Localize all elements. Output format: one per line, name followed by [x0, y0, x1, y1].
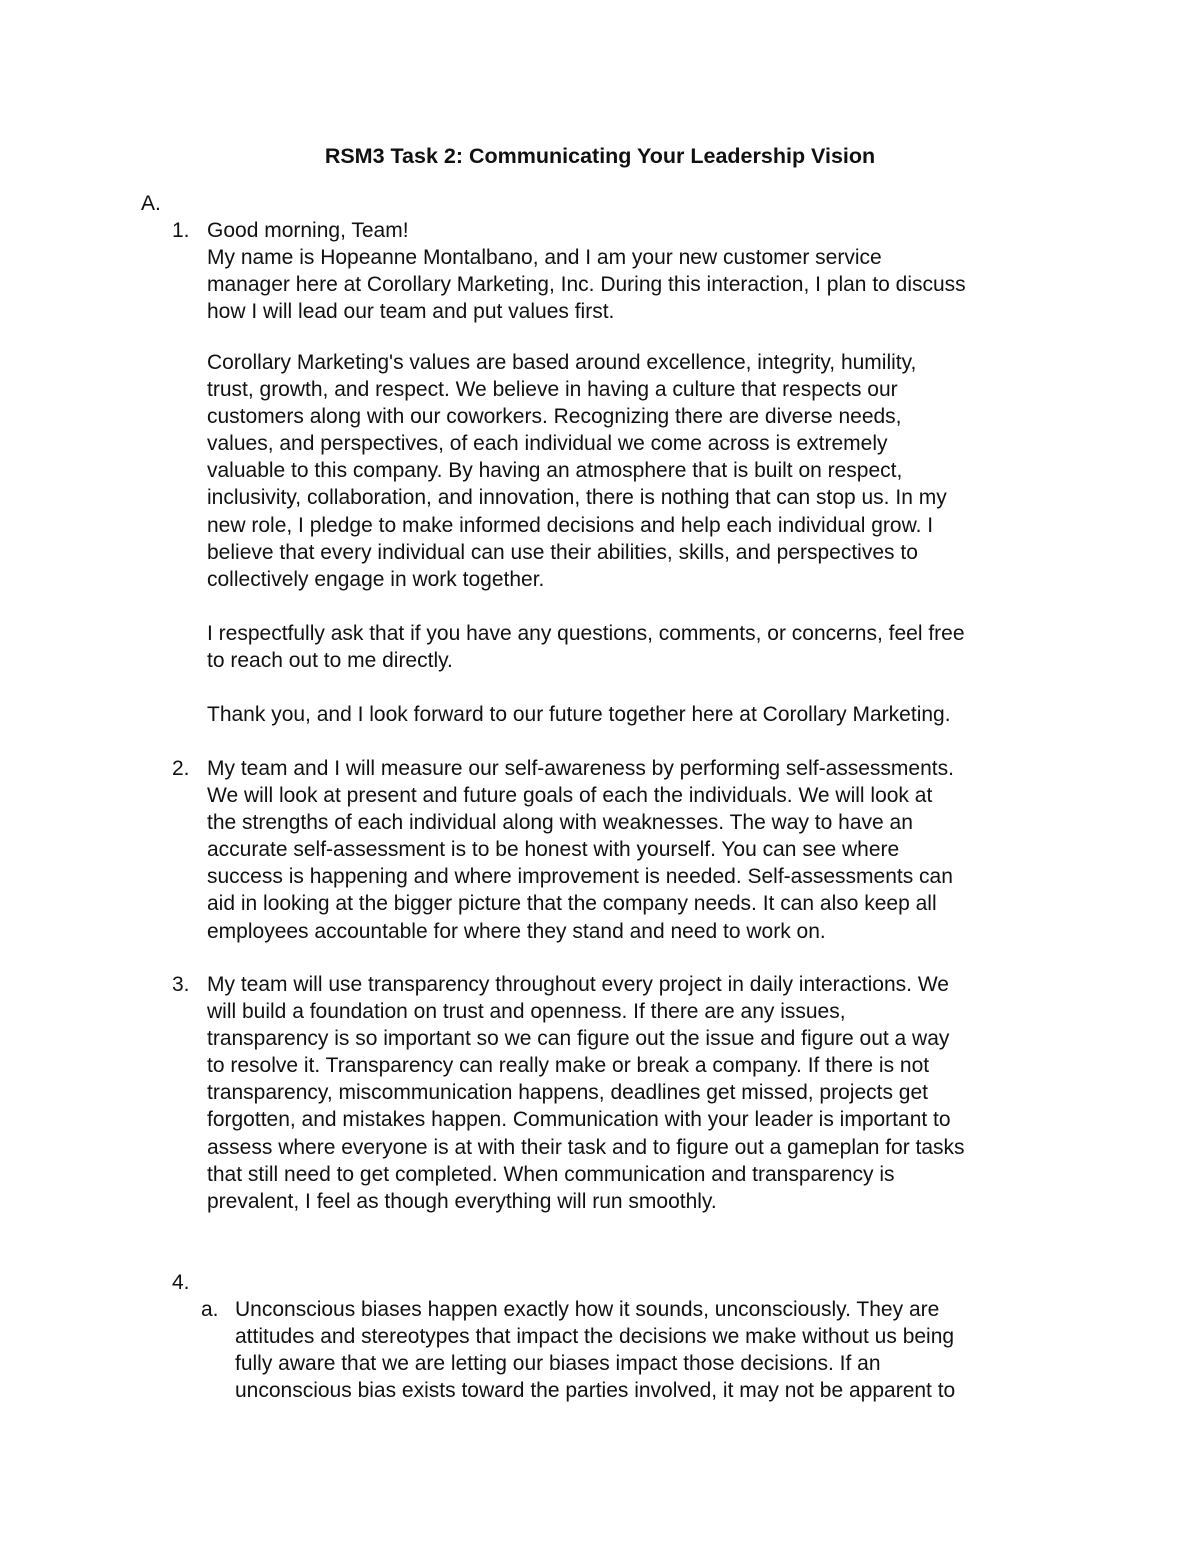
item-number-4: 4.	[172, 1271, 190, 1294]
item-3-paragraph: My team will use transparency throughout every project in daily interactions. We will build a foundation on trust and openness. If there are any issues, transparency is so important so we can figure out the issue and figure out a way to resolve it. Transparency can really make or break a company. If there is not transparency, miscommunication happens, deadlines get missed, projects get forgotten, and mistakes happen. Communication with your leader is important to assess where everyone is at with their task and to figure out a gameplan for tasks that still need to get completed. When communication and transparency is prevalent, I feel as though everything will run smoothly.	[207, 973, 965, 1213]
subitem-a-paragraph: Unconscious biases happen exactly how it sounds, unconsciously. They are attitudes and stereotypes that impact the decisions we make without us being fully aware that we are letting our biases impact those decisions. If an unconscious bias exists toward the parties involved, it may not be apparent to	[235, 1298, 956, 1403]
item-number-1: 1.	[172, 219, 190, 242]
document-title: RSM3 Task 2: Communicating Your Leadership Vision	[324, 144, 876, 168]
section-label: A.	[141, 192, 161, 215]
item-number-3: 3.	[172, 973, 190, 996]
item-number-2: 2.	[172, 757, 190, 780]
item-1-greeting-paragraph: Good morning, Team! My name is Hopeanne Montalbano, and I am your new customer service manager here at Corollary Marketing, Inc. During this interaction, I plan to discuss how I will lead our team and put values first.	[207, 219, 966, 324]
item-2-paragraph: My team and I will measure our self-awareness by performing self-assessments. We will look at present and future goals of each the individuals. We will look at the strengths of each individual along with weaknesses. The way to have an accurate self-assessment is to be honest with yourself. You can see where success is happening and where improvement is needed. Self-assessments can aid in looking at the bigger picture that the company needs. It can also keep all employees accountable for where they stand and need to work on.	[207, 757, 954, 943]
item-1-closing-paragraph: Thank you, and I look forward to our future together here at Corollary Marketing.	[207, 703, 951, 726]
item-1-questions-paragraph: I respectfully ask that if you have any questions, comments, or concerns, feel free to reach out to me directly.	[207, 622, 965, 673]
item-1-values-paragraph: Corollary Marketing's values are based around excellence, integrity, humility, trust, growth, and respect. We believe in having a culture that respects our customers along with our coworkers. Recognizing there are diverse needs, values, and perspectives, of each individual we come across is extremely valuable to this company. By having an atmosphere that is built on respect, inclusivity, collaboration, and innovation, there is nothing that can stop us. In my new role, I pledge to make informed decisions and help each individual grow. I believe that every individual can use their abilities, skills, and perspectives to collectively engage in work together.	[207, 351, 947, 591]
subitem-letter-a: a.	[201, 1298, 219, 1321]
